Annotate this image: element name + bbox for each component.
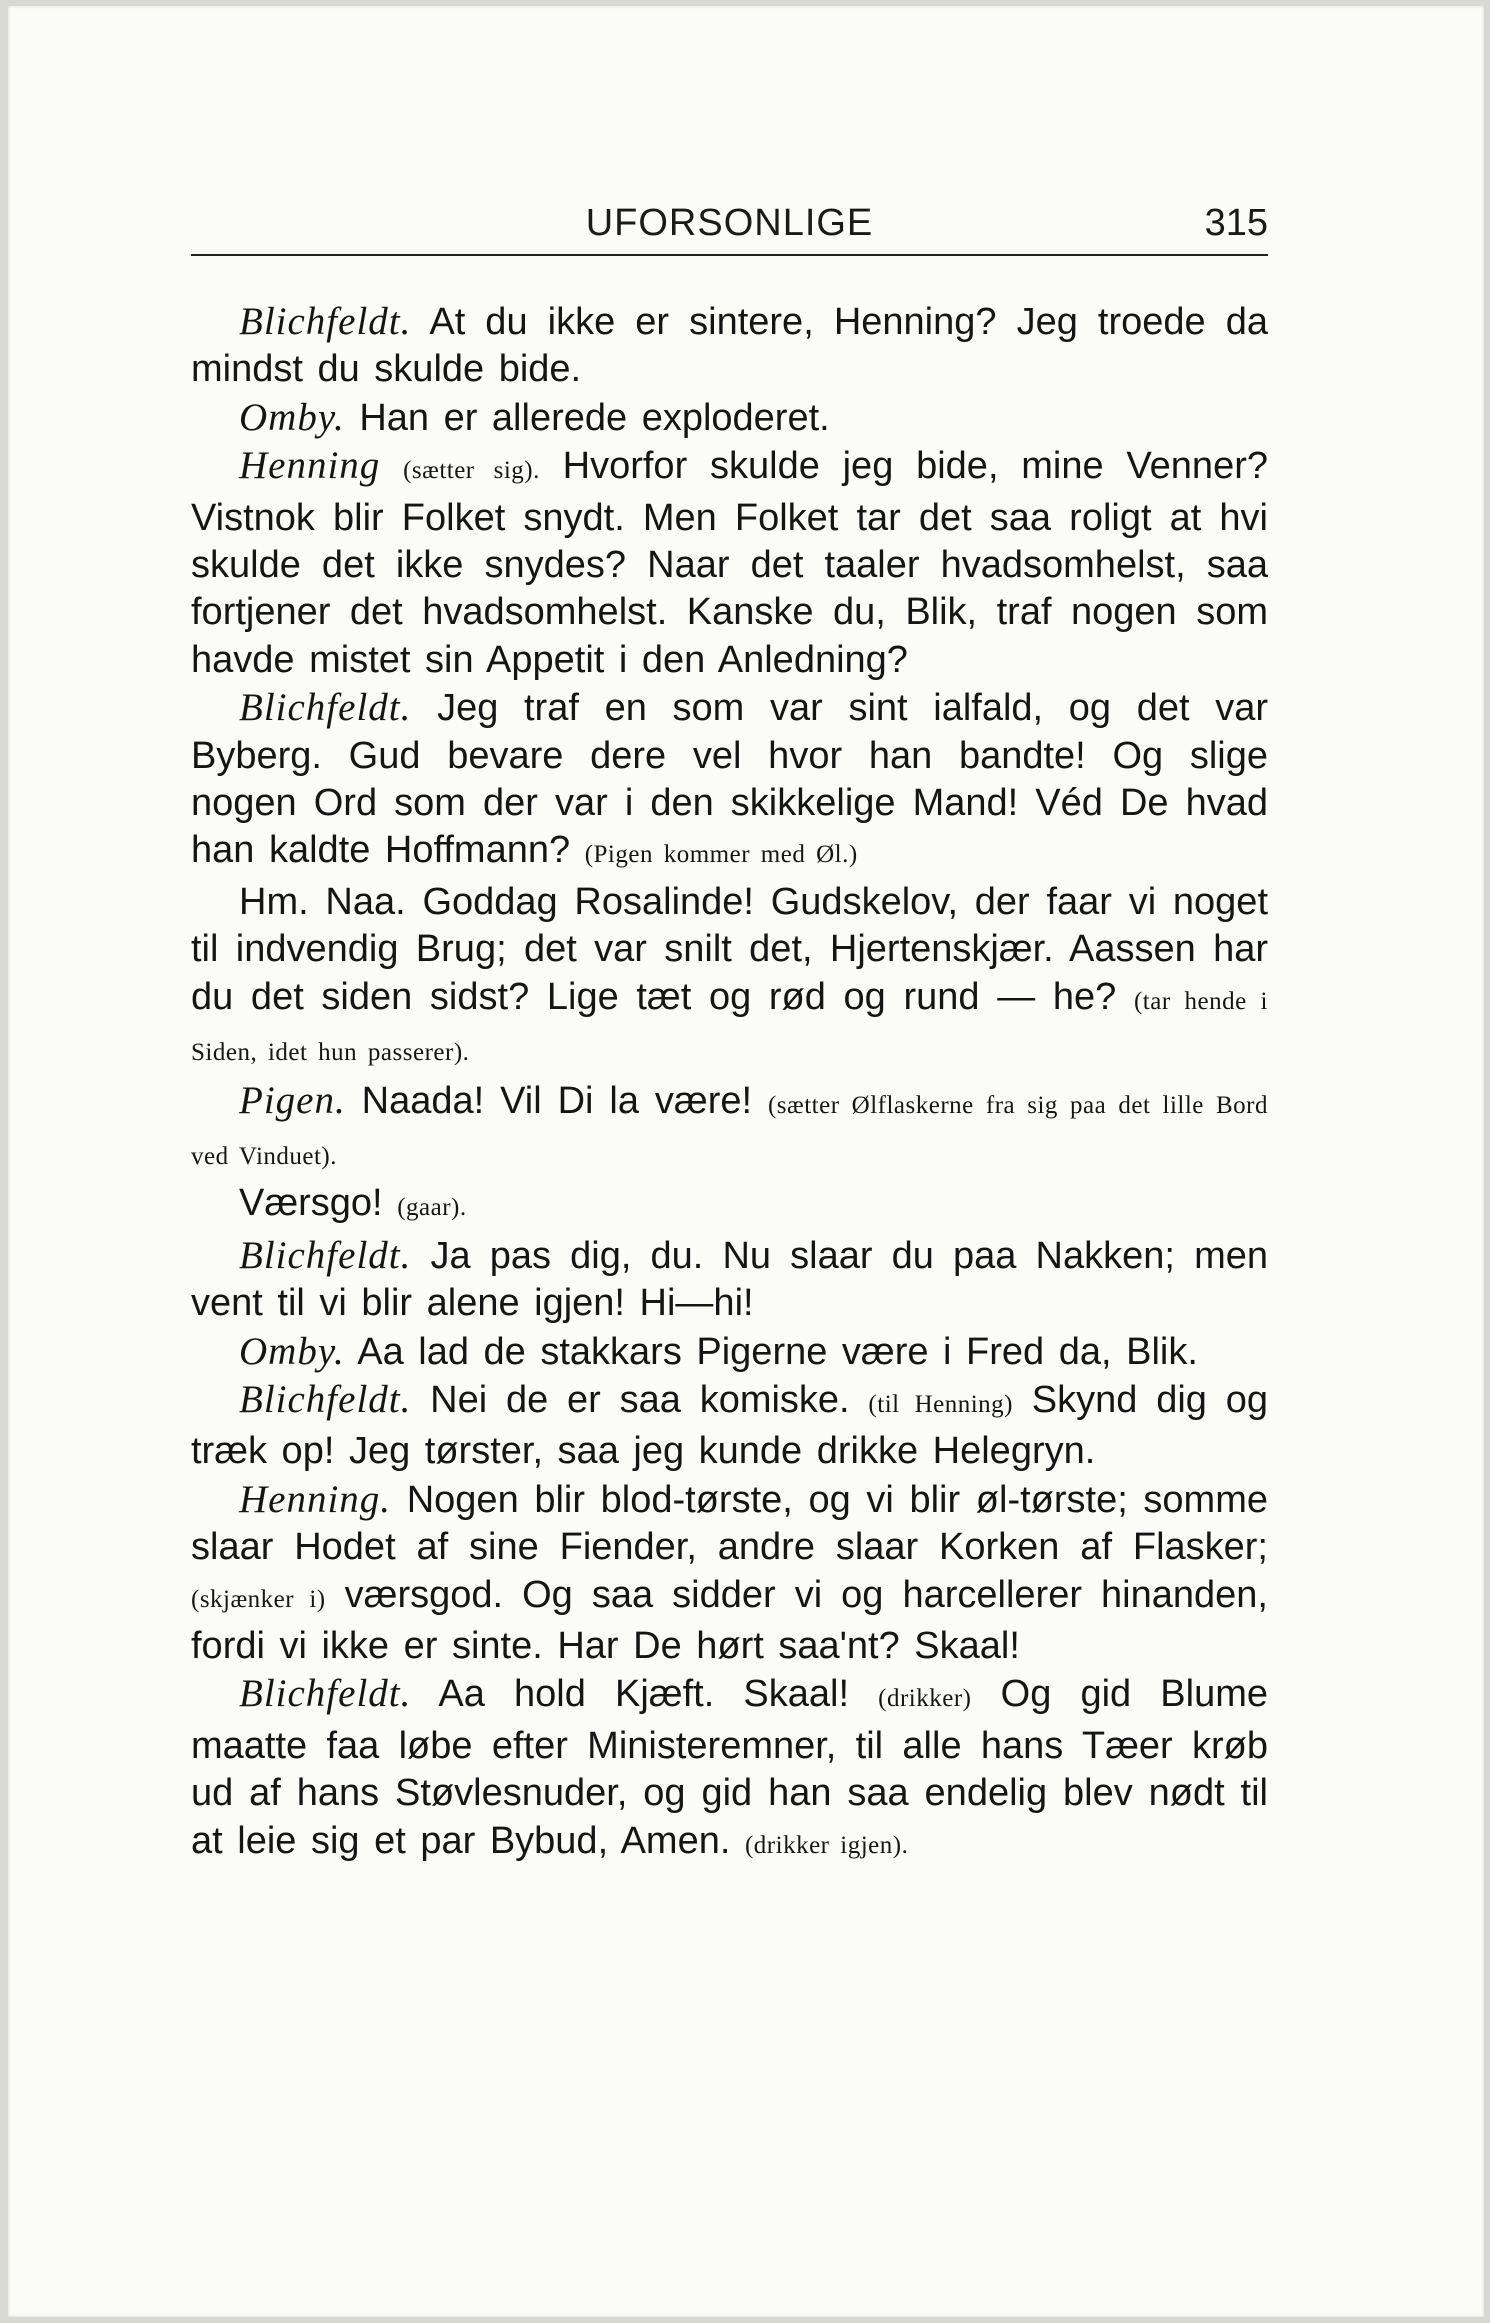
speech: Hm. Naa. Goddag Rosalinde! Gudskelov, der faar vi noget til indvendig Brug; det var snilt det, Hjertenskjær. Aassen har du det siden sidst? Lige tæt og rød og rund — he?: [191, 880, 1268, 1018]
paragraph: [191, 1232, 1268, 1328]
speech: Jeg traf en som var sint ialfald, og det var Byberg. Gud bevare dere vel hvor han bandte! Og slige nogen Ord som der var i den skikkelige Mand! Véd De hvad han kaldte Hoffmann?: [191, 687, 1268, 872]
speaker-name: Omby.: [239, 1329, 345, 1373]
speaker-name: Blichfeldt.: [239, 1233, 412, 1277]
book-page: [8, 6, 1484, 2317]
speech: Aa hold Kjæft. Skaal!: [438, 1673, 850, 1716]
speaker-name: Omby.: [239, 395, 345, 439]
speech: Ja pas dig, du. Nu slaar du paa Nakken; men vent til vi blir alene igjen! Hi—hi!: [191, 1234, 1268, 1325]
speech: Hvorfor skulde jeg bide, mine Venner? Vistnok blir Folket snydt. Men Folket tar det saa roligt at hvi skulde det ikke snydes? Naar det taaler hvadsomhelst, saa fortjener det hvadsomhelst. Kanske du, Blik, traf nogen som havde mistet sin Appetit i den Anledning?: [191, 445, 1268, 681]
speaker-name: Pigen.: [239, 1078, 346, 1122]
speaker-name: Blichfeldt.: [239, 1377, 412, 1421]
stage-direction: (sætter Ølflaskerne fra sig paa det lille Bord ved Vinduet).: [191, 1091, 1269, 1170]
paragraph: [191, 1180, 1268, 1231]
page-header: [191, 196, 1268, 256]
paragraph: [191, 1376, 1268, 1476]
stage-direction: (gaar).: [397, 1194, 467, 1222]
paragraph: [191, 1328, 1268, 1376]
page-number: 315: [1204, 202, 1268, 244]
speech: Han er allerede exploderet.: [359, 396, 830, 439]
dialogue-text: [191, 298, 1268, 1869]
speech: Nei de er saa komiske.: [430, 1378, 850, 1421]
speaker-name: Blichfeldt.: [239, 686, 412, 730]
speech: Aa lad de stakkars Pigerne være i Fred da, Blik.: [357, 1330, 1198, 1373]
stage-direction: (sætter sig).: [403, 457, 540, 485]
paragraph: [191, 394, 1268, 442]
paragraph: [191, 1476, 1268, 1671]
speech: Nogen blir blod-tørste, og vi blir øl-tørste; somme slaar Hodet af sine Fiender, andre slaar Korken af Flasker;: [191, 1478, 1268, 1569]
speaker-name: Blichfeldt.: [239, 300, 412, 343]
stage-direction: (drikker igjen).: [744, 1831, 909, 1859]
stage-direction: (til Henning): [868, 1390, 1013, 1418]
speech: Skynd dig og træk op! Jeg tørster, saa jeg kunde drikke Helegryn.: [191, 1378, 1268, 1473]
paragraph: [191, 1077, 1268, 1181]
stage-direction: (Pigen kommer med Øl.): [584, 841, 858, 869]
paragraph: [191, 298, 1268, 394]
speaker-name: Henning.: [239, 1477, 392, 1521]
paragraph: [191, 1670, 1268, 1869]
paragraph: [191, 442, 1268, 684]
speaker-name: Blichfeldt.: [239, 1672, 412, 1716]
paragraph: [191, 684, 1268, 879]
stage-direction: (tar hende i Siden, idet hun passerer).: [191, 987, 1269, 1067]
running-title: UFORSONLIGE: [585, 202, 874, 244]
speech: Og gid Blume maatte faa løbe efter Ministeremner, til alle hans Tæer krøb ud af hans Støvlesnuder, og gid han saa endelig blev nødt til at leie sig et par Bybud, Amen.: [191, 1673, 1269, 1862]
speaker-name: Henning: [239, 444, 381, 488]
speech: Værsgo!: [239, 1182, 383, 1225]
speech: værsgod. Og saa sidder vi og harcellerer hinanden, fordi vi ikke er sinte. Har De hørt saa'nt? Skaal!: [191, 1573, 1268, 1667]
speech: Naada! Vil Di la være!: [361, 1079, 753, 1122]
paragraph: [191, 879, 1268, 1077]
speech: At du ikke er sintere, Henning? Jeg troede da mindst du skulde bide.: [191, 301, 1268, 391]
stage-direction: (drikker): [878, 1685, 972, 1713]
stage-direction: (skjænker i): [191, 1585, 326, 1613]
